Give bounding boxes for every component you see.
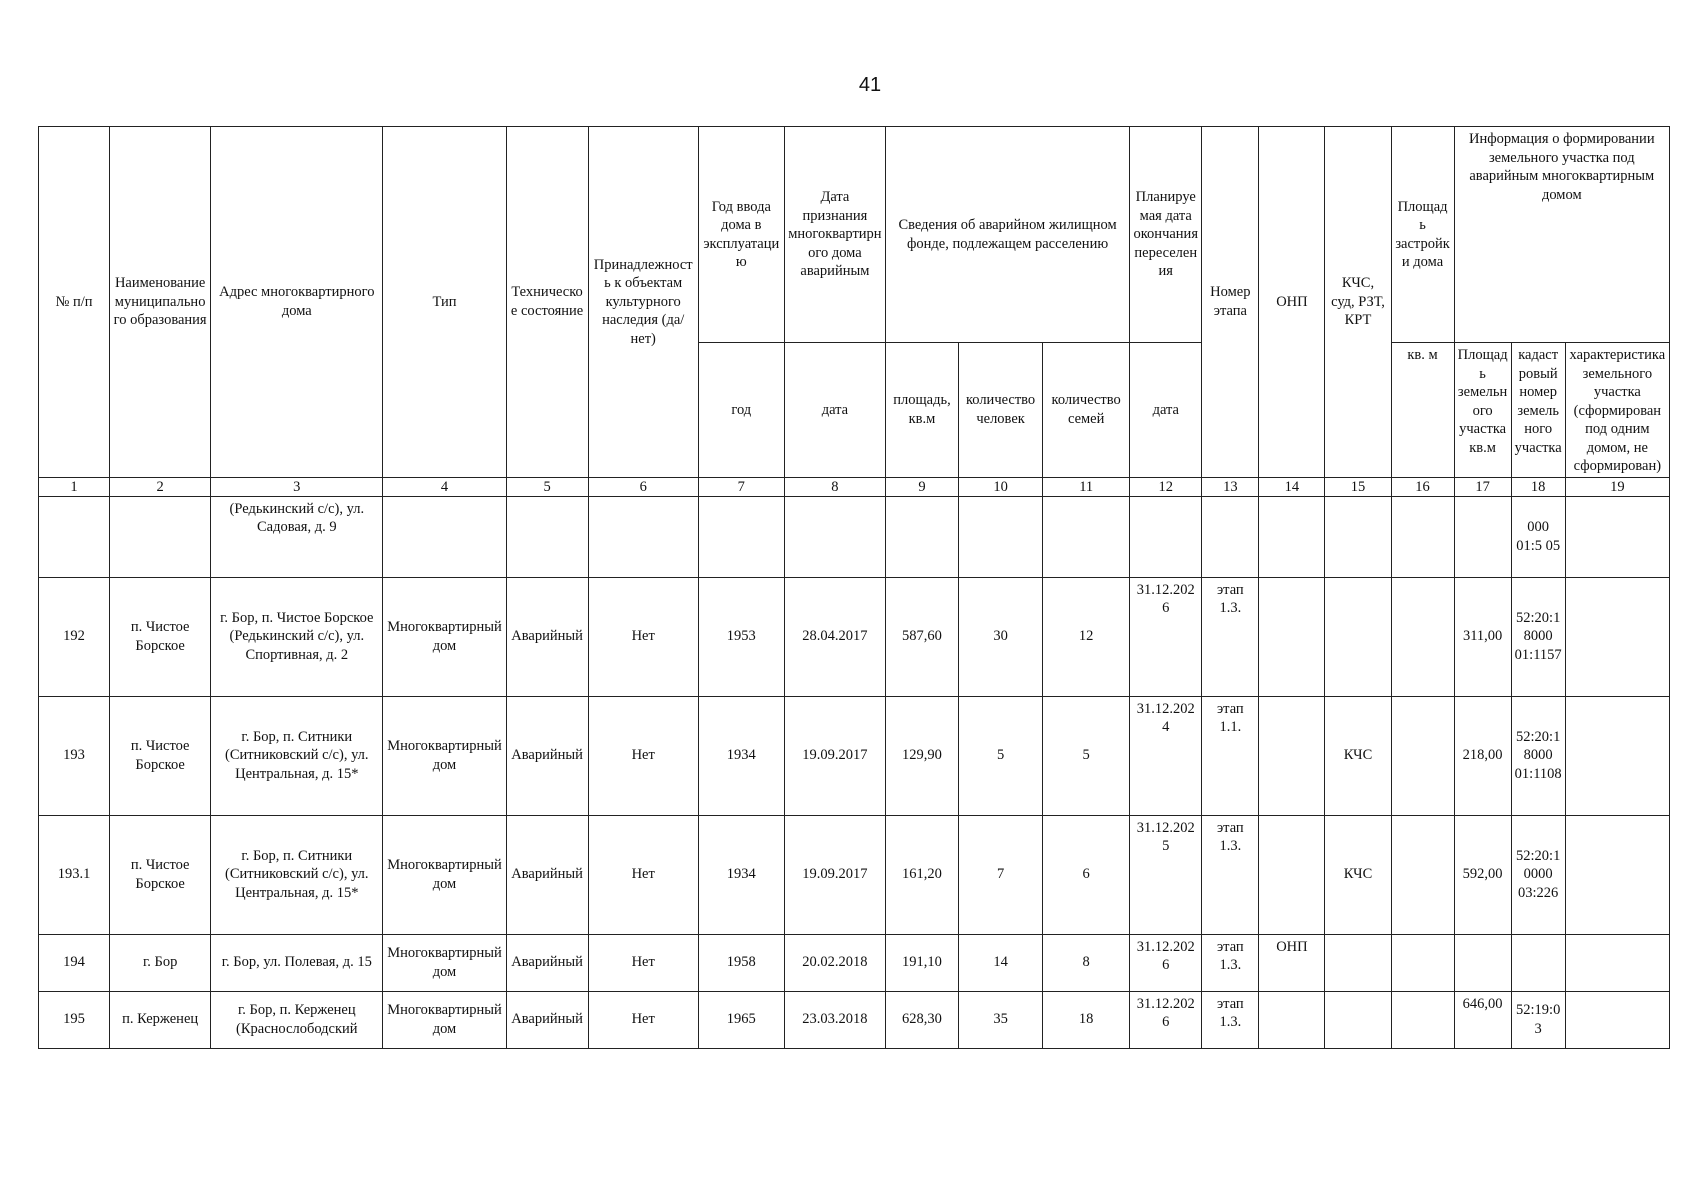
header-number: № п/п bbox=[39, 127, 110, 478]
column-number: 15 bbox=[1325, 477, 1391, 496]
cell-plot-area bbox=[1454, 934, 1511, 991]
column-number: 19 bbox=[1565, 477, 1669, 496]
cell-address: г. Бор, ул. Полевая, д. 15 bbox=[211, 934, 383, 991]
cell-families: 6 bbox=[1043, 815, 1130, 934]
table-row bbox=[39, 696, 1670, 815]
cell-municipality: п. Керженец bbox=[110, 991, 211, 1048]
cell-build-area bbox=[1391, 696, 1454, 815]
cell-number: 193 bbox=[39, 696, 110, 815]
cell-state: Аварийный bbox=[506, 815, 588, 934]
cell-heritage: Нет bbox=[588, 934, 698, 991]
cell-families: 18 bbox=[1043, 991, 1130, 1048]
cell-year: 1934 bbox=[698, 815, 784, 934]
cell-families: 12 bbox=[1043, 577, 1130, 696]
column-number: 17 bbox=[1454, 477, 1511, 496]
cell-type: Многоквартирный дом bbox=[383, 991, 506, 1048]
cell-area: 129,90 bbox=[885, 696, 958, 815]
header-technical-state: Техническое состояние bbox=[506, 127, 588, 478]
header-land-plot-info: Информация о формировании земельного участка под аварийным многоквартирным домом bbox=[1454, 127, 1669, 343]
cell-plot-area: 218,00 bbox=[1454, 696, 1511, 815]
cell-build-area bbox=[1391, 991, 1454, 1048]
header-cultural-heritage: Принадлежность к объектам культурного наследия (да/нет) bbox=[588, 127, 698, 478]
column-number: 18 bbox=[1511, 477, 1565, 496]
header-sub-building-area-unit: кв. м bbox=[1391, 343, 1454, 478]
cell-number bbox=[39, 496, 110, 577]
cell-type: Многоквартирный дом bbox=[383, 815, 506, 934]
cell-kchs bbox=[1325, 577, 1391, 696]
cell-number: 193.1 bbox=[39, 815, 110, 934]
cell-plan-date: 31.12.2026 bbox=[1130, 934, 1202, 991]
header-emergency-fund-info: Сведения об аварийном жилищном фонде, подлежащем расселению bbox=[885, 127, 1129, 343]
table-row bbox=[39, 577, 1670, 696]
cell-date: 20.02.2018 bbox=[784, 934, 885, 991]
cell-year bbox=[698, 496, 784, 577]
cell-year: 1965 bbox=[698, 991, 784, 1048]
header-address: Адрес многоквартирного дома bbox=[211, 127, 383, 478]
cell-year: 1934 bbox=[698, 696, 784, 815]
cell-type: Многоквартирный дом bbox=[383, 696, 506, 815]
cell-number: 192 bbox=[39, 577, 110, 696]
header-municipality: Наименование муниципального образования bbox=[110, 127, 211, 478]
header-plot-area bbox=[1454, 343, 1511, 478]
cell-plot-area: 592,00 bbox=[1454, 815, 1511, 934]
cell-state: Аварийный bbox=[506, 991, 588, 1048]
cell-plot-char bbox=[1565, 815, 1669, 934]
cell-cadastral: 52:20:18000 01:1157 bbox=[1511, 577, 1565, 696]
cell-heritage bbox=[588, 496, 698, 577]
column-number: 12 bbox=[1130, 477, 1202, 496]
cell-kchs: КЧС bbox=[1325, 696, 1391, 815]
cell-date bbox=[784, 496, 885, 577]
header-plot-area-label: Площадь земельного участка bbox=[1457, 347, 1508, 437]
cell-date: 23.03.2018 bbox=[784, 991, 885, 1048]
cell-heritage: Нет bbox=[588, 815, 698, 934]
cell-area: 161,20 bbox=[885, 815, 958, 934]
cell-onp bbox=[1259, 696, 1325, 815]
cell-date: 19.09.2017 bbox=[784, 815, 885, 934]
header-onp: ОНП bbox=[1259, 127, 1325, 478]
cell-people bbox=[959, 496, 1043, 577]
cell-plot-area: 311,00 bbox=[1454, 577, 1511, 696]
cell-area bbox=[885, 496, 958, 577]
cell-plot-char bbox=[1565, 934, 1669, 991]
cell-plot-char bbox=[1565, 991, 1669, 1048]
header-sub-date: дата bbox=[784, 343, 885, 478]
cell-kchs bbox=[1325, 991, 1391, 1048]
column-number: 8 bbox=[784, 477, 885, 496]
cell-stage bbox=[1202, 496, 1259, 577]
column-number: 14 bbox=[1259, 477, 1325, 496]
cell-year: 1953 bbox=[698, 577, 784, 696]
cell-municipality: п. Чистое Борское bbox=[110, 696, 211, 815]
cell-onp bbox=[1259, 815, 1325, 934]
column-number: 7 bbox=[698, 477, 784, 496]
cell-type: Многоквартирный дом bbox=[383, 934, 506, 991]
cell-kchs: КЧС bbox=[1325, 815, 1391, 934]
cell-number: 194 bbox=[39, 934, 110, 991]
header-sub-families: количество семей bbox=[1043, 343, 1130, 478]
cell-kchs bbox=[1325, 496, 1391, 577]
cell-plan-date: 31.12.2026 bbox=[1130, 577, 1202, 696]
emergency-housing-table bbox=[38, 126, 1670, 1049]
cell-cadastral: 52:20:10000 03:226 bbox=[1511, 815, 1565, 934]
cell-people: 35 bbox=[959, 991, 1043, 1048]
cell-stage: этап 1.1. bbox=[1202, 696, 1259, 815]
cell-area: 628,30 bbox=[885, 991, 958, 1048]
cell-address: (Редькинский с/с), ул. Садовая, д. 9 bbox=[211, 496, 383, 577]
header-recognition-date: Дата признания многоквартирного дома аварийным bbox=[784, 127, 885, 343]
header-plot-characteristic: характеристика земельного участка (сформирован под одним домом, не сформирован) bbox=[1565, 343, 1669, 478]
table-row bbox=[39, 496, 1670, 577]
cell-people: 5 bbox=[959, 696, 1043, 815]
cell-cadastral bbox=[1511, 934, 1565, 991]
cell-build-area bbox=[1391, 934, 1454, 991]
cell-state: Аварийный bbox=[506, 934, 588, 991]
cell-address: г. Бор, п. Чистое Борское (Редькинский с/с), ул. Спортивная, д. 2 bbox=[211, 577, 383, 696]
cell-stage: этап 1.3. bbox=[1202, 577, 1259, 696]
column-number: 10 bbox=[959, 477, 1043, 496]
cell-people: 7 bbox=[959, 815, 1043, 934]
cell-state bbox=[506, 496, 588, 577]
cell-plan-date: 31.12.2026 bbox=[1130, 991, 1202, 1048]
cell-build-area bbox=[1391, 577, 1454, 696]
cell-state: Аварийный bbox=[506, 696, 588, 815]
header-sub-area: площадь, кв.м bbox=[885, 343, 958, 478]
cell-municipality: п. Чистое Борское bbox=[110, 577, 211, 696]
header-stage-number: Номер этапа bbox=[1202, 127, 1259, 478]
cell-address: г. Бор, п. Ситники (Ситниковский с/с), ул. Центральная, д. 15* bbox=[211, 815, 383, 934]
cell-onp: ОНП bbox=[1259, 934, 1325, 991]
cell-people: 30 bbox=[959, 577, 1043, 696]
header-cadastral-number: кадастровый номер земельного участка bbox=[1511, 343, 1565, 478]
cell-plot-char bbox=[1565, 496, 1669, 577]
cell-plot-char bbox=[1565, 696, 1669, 815]
cell-area: 191,10 bbox=[885, 934, 958, 991]
cell-kchs bbox=[1325, 934, 1391, 991]
cell-heritage: Нет bbox=[588, 577, 698, 696]
cell-onp bbox=[1259, 496, 1325, 577]
column-number: 16 bbox=[1391, 477, 1454, 496]
cell-build-area bbox=[1391, 815, 1454, 934]
cell-plot-char bbox=[1565, 577, 1669, 696]
cell-municipality bbox=[110, 496, 211, 577]
cell-stage: этап 1.3. bbox=[1202, 934, 1259, 991]
cell-type: Многоквартирный дом bbox=[383, 577, 506, 696]
cell-date: 28.04.2017 bbox=[784, 577, 885, 696]
column-number: 6 bbox=[588, 477, 698, 496]
column-number: 5 bbox=[506, 477, 588, 496]
cell-state: Аварийный bbox=[506, 577, 588, 696]
cell-number: 195 bbox=[39, 991, 110, 1048]
cell-stage: этап 1.3. bbox=[1202, 991, 1259, 1048]
cell-plot-area bbox=[1454, 496, 1511, 577]
column-number: 2 bbox=[110, 477, 211, 496]
header-type: Тип bbox=[383, 127, 506, 478]
cell-onp bbox=[1259, 991, 1325, 1048]
column-number: 13 bbox=[1202, 477, 1259, 496]
cell-onp bbox=[1259, 577, 1325, 696]
header-row-main bbox=[39, 127, 1670, 343]
header-kchs: КЧС, суд, РЗТ, КРТ bbox=[1325, 127, 1391, 478]
cell-address: г. Бор, п. Ситники (Ситниковский с/с), ул. Центральная, д. 15* bbox=[211, 696, 383, 815]
column-number: 1 bbox=[39, 477, 110, 496]
table-row bbox=[39, 934, 1670, 991]
header-sub-plan-date: дата bbox=[1130, 343, 1202, 478]
cell-plan-date: 31.12.2024 bbox=[1130, 696, 1202, 815]
page-number: 41 bbox=[858, 74, 882, 96]
cell-heritage: Нет bbox=[588, 696, 698, 815]
header-plot-area-unit: кв.м bbox=[1469, 439, 1496, 456]
column-number: 4 bbox=[383, 477, 506, 496]
cell-year: 1958 bbox=[698, 934, 784, 991]
cell-date: 19.09.2017 bbox=[784, 696, 885, 815]
cell-build-area bbox=[1391, 496, 1454, 577]
cell-families bbox=[1043, 496, 1130, 577]
cell-heritage: Нет bbox=[588, 991, 698, 1048]
column-number: 3 bbox=[211, 477, 383, 496]
cell-cadastral: 000 01:5 05 bbox=[1511, 496, 1565, 577]
cell-cadastral: 52:19:03 bbox=[1511, 991, 1565, 1048]
cell-families: 8 bbox=[1043, 934, 1130, 991]
header-building-area: Площадь застройки дома bbox=[1391, 127, 1454, 343]
table-row bbox=[39, 991, 1670, 1048]
cell-municipality: г. Бор bbox=[110, 934, 211, 991]
header-sub-people: количество человек bbox=[959, 343, 1043, 478]
column-number: 11 bbox=[1043, 477, 1130, 496]
cell-people: 14 bbox=[959, 934, 1043, 991]
cell-municipality: п. Чистое Борское bbox=[110, 815, 211, 934]
header-commission-year: Год ввода дома в эксплуатацию bbox=[698, 127, 784, 343]
column-number: 9 bbox=[885, 477, 958, 496]
cell-stage: этап 1.3. bbox=[1202, 815, 1259, 934]
header-sub-year: год bbox=[698, 343, 784, 478]
cell-type bbox=[383, 496, 506, 577]
cell-area: 587,60 bbox=[885, 577, 958, 696]
cell-families: 5 bbox=[1043, 696, 1130, 815]
table-row bbox=[39, 815, 1670, 934]
cell-address: г. Бор, п. Керженец (Краснослободский bbox=[211, 991, 383, 1048]
column-number-row bbox=[39, 477, 1670, 496]
cell-plan-date: 31.12.2025 bbox=[1130, 815, 1202, 934]
cell-plan-date bbox=[1130, 496, 1202, 577]
cell-cadastral: 52:20:18000 01:1108 bbox=[1511, 696, 1565, 815]
cell-plot-area: 646,00 bbox=[1454, 991, 1511, 1048]
header-planned-date: Планируемая дата окончания переселения bbox=[1130, 127, 1202, 343]
